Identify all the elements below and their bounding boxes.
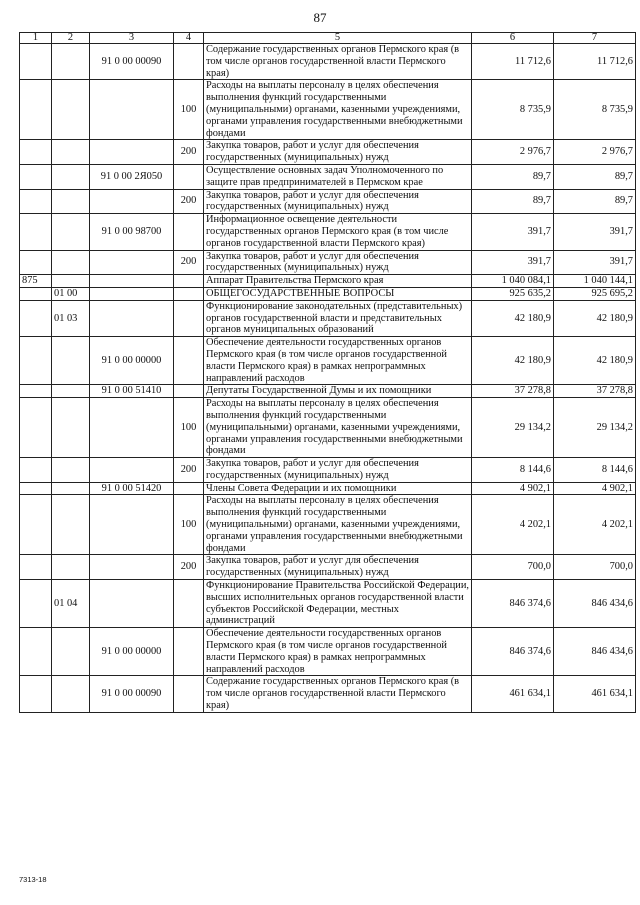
cell-col1 [20,164,52,189]
cell-amount-7: 846 434,6 [554,628,636,676]
cell-code: 91 0 00 2Я050 [90,164,174,189]
cell-code [90,250,174,275]
cell-col1 [20,337,52,385]
cell-code [90,300,174,336]
cell-amount-7: 29 134,2 [554,398,636,458]
cell-code [90,580,174,628]
table-body [20,44,636,713]
cell-amount-6: 1 040 084,1 [472,275,554,288]
cell-type: 200 [174,189,204,214]
cell-col2 [52,482,90,495]
cell-col2 [52,80,90,140]
cell-amount-7: 37 278,8 [554,385,636,398]
cell-amount-6: 29 134,2 [472,398,554,458]
cell-code: 91 0 00 51410 [90,385,174,398]
cell-col2 [52,164,90,189]
cell-amount-6: 391,7 [472,214,554,250]
cell-amount-6: 2 976,7 [472,140,554,165]
col-header-5: 5 [204,33,472,44]
cell-col1 [20,385,52,398]
cell-description: Обеспечение деятельности государственных органов Пермского края (в том числе органов государственной власти Пермского края) в рамках непрограммных направлений расходов [204,337,472,385]
cell-type: 200 [174,140,204,165]
cell-amount-6: 89,7 [472,189,554,214]
table-row [20,44,636,80]
cell-col1 [20,214,52,250]
cell-description: Депутаты Государственной Думы и их помощники [204,385,472,398]
cell-amount-7: 8 735,9 [554,80,636,140]
cell-col2 [52,250,90,275]
cell-type [174,337,204,385]
table-row [20,398,636,458]
cell-amount-6: 391,7 [472,250,554,275]
cell-code: 91 0 00 51420 [90,482,174,495]
cell-description: Содержание государственных органов Пермского края (в том числе органов государственной власти Пермского края) [204,676,472,712]
cell-description: Осуществление основных задач Уполномоченного по защите прав предпринимателей в Пермском крае [204,164,472,189]
cell-col2: 01 03 [52,300,90,336]
cell-amount-6: 8 144,6 [472,458,554,483]
cell-amount-7: 2 976,7 [554,140,636,165]
cell-description: Обеспечение деятельности государственных органов Пермского края (в том числе органов государственной власти Пермского края) в рамках непрограммных направлений расходов [204,628,472,676]
cell-code [90,287,174,300]
cell-type [174,580,204,628]
cell-amount-7: 925 695,2 [554,287,636,300]
table-row [20,676,636,712]
cell-amount-7: 89,7 [554,189,636,214]
cell-description: Расходы на выплаты персоналу в целях обеспечения выполнения функций государственными (муниципальными) органами, казенными учреждениями, органами управления государственными внебюджетными фондами [204,80,472,140]
table-row [20,250,636,275]
table-row [20,580,636,628]
cell-amount-6: 42 180,9 [472,337,554,385]
cell-code [90,495,174,555]
cell-col2: 01 00 [52,287,90,300]
cell-col1 [20,580,52,628]
cell-code: 91 0 00 00000 [90,337,174,385]
cell-amount-7: 4 902,1 [554,482,636,495]
cell-col2 [52,458,90,483]
cell-code [90,398,174,458]
cell-amount-7: 700,0 [554,555,636,580]
col-header-6: 6 [472,33,554,44]
cell-type: 200 [174,250,204,275]
cell-type: 200 [174,458,204,483]
budget-table [19,32,636,713]
cell-amount-7: 4 202,1 [554,495,636,555]
cell-col2 [52,398,90,458]
table-row [20,482,636,495]
cell-description: Расходы на выплаты персоналу в целях обеспечения выполнения функций государственными (муниципальными) органами, казенными учреждениями, органами управления государственными внебюджетными фондами [204,495,472,555]
cell-type [174,300,204,336]
cell-amount-7: 42 180,9 [554,300,636,336]
cell-col2 [52,44,90,80]
cell-amount-7: 1 040 144,1 [554,275,636,288]
cell-col1 [20,80,52,140]
table-row [20,275,636,288]
cell-col2 [52,495,90,555]
cell-code: 91 0 00 00090 [90,676,174,712]
table-row [20,385,636,398]
cell-col2 [52,275,90,288]
cell-description: Закупка товаров, работ и услуг для обеспечения государственных (муниципальных) нужд [204,189,472,214]
col-header-2: 2 [52,33,90,44]
col-header-7: 7 [554,33,636,44]
cell-code [90,80,174,140]
cell-col1: 875 [20,275,52,288]
cell-description: Функционирование Правительства Российской Федерации, высших исполнительных органов государственной власти субъектов Российской Федерации, местных администраций [204,580,472,628]
table-row [20,164,636,189]
cell-amount-7: 391,7 [554,250,636,275]
table-row [20,214,636,250]
cell-type: 100 [174,80,204,140]
cell-description: Аппарат Правительства Пермского края [204,275,472,288]
cell-description: Расходы на выплаты персоналу в целях обеспечения выполнения функций государственными (муниципальными) органами, казенными учреждениями, органами управления государственными внебюджетными фондами [204,398,472,458]
cell-col2 [52,140,90,165]
cell-code: 91 0 00 98700 [90,214,174,250]
cell-type [174,287,204,300]
cell-amount-7: 89,7 [554,164,636,189]
cell-amount-6: 846 374,6 [472,628,554,676]
cell-amount-6: 700,0 [472,555,554,580]
cell-amount-6: 11 712,6 [472,44,554,80]
cell-description: Закупка товаров, работ и услуг для обеспечения государственных (муниципальных) нужд [204,458,472,483]
cell-col1 [20,458,52,483]
cell-col1 [20,495,52,555]
col-header-4: 4 [174,33,204,44]
cell-type [174,676,204,712]
cell-type [174,164,204,189]
cell-description: Закупка товаров, работ и услуг для обеспечения государственных (муниципальных) нужд [204,140,472,165]
cell-col1 [20,140,52,165]
cell-col1 [20,44,52,80]
cell-code [90,458,174,483]
table-row [20,80,636,140]
cell-type [174,628,204,676]
cell-type [174,44,204,80]
table-row [20,287,636,300]
table-row [20,458,636,483]
header-row [20,33,636,44]
cell-col1 [20,555,52,580]
cell-code [90,275,174,288]
cell-type [174,214,204,250]
cell-col2 [52,189,90,214]
cell-amount-7: 461 634,1 [554,676,636,712]
table-row [20,555,636,580]
cell-col1 [20,482,52,495]
cell-description: Содержание государственных органов Пермского края (в том числе органов государственной власти Пермского края) [204,44,472,80]
table-row [20,628,636,676]
cell-col1 [20,300,52,336]
table-row [20,495,636,555]
cell-amount-6: 42 180,9 [472,300,554,336]
cell-amount-6: 8 735,9 [472,80,554,140]
cell-code: 91 0 00 00000 [90,628,174,676]
cell-col2: 01 04 [52,580,90,628]
cell-amount-7: 846 434,6 [554,580,636,628]
cell-amount-6: 4 902,1 [472,482,554,495]
cell-amount-6: 925 635,2 [472,287,554,300]
cell-type: 100 [174,398,204,458]
cell-amount-6: 4 202,1 [472,495,554,555]
table-row [20,189,636,214]
cell-col2 [52,628,90,676]
cell-col1 [20,250,52,275]
cell-col2 [52,337,90,385]
cell-col1 [20,628,52,676]
cell-amount-6: 461 634,1 [472,676,554,712]
cell-amount-6: 846 374,6 [472,580,554,628]
cell-description: Члены Совета Федерации и их помощники [204,482,472,495]
cell-type [174,385,204,398]
cell-amount-7: 8 144,6 [554,458,636,483]
cell-code [90,189,174,214]
cell-col2 [52,555,90,580]
cell-description: Закупка товаров, работ и услуг для обеспечения государственных (муниципальных) нужд [204,250,472,275]
cell-code [90,555,174,580]
cell-col2 [52,214,90,250]
cell-col2 [52,385,90,398]
table-row [20,337,636,385]
cell-type: 200 [174,555,204,580]
table-row [20,300,636,336]
cell-code [90,140,174,165]
cell-amount-6: 37 278,8 [472,385,554,398]
cell-type [174,275,204,288]
cell-col1 [20,189,52,214]
cell-type: 100 [174,495,204,555]
cell-col1 [20,676,52,712]
cell-amount-7: 11 712,6 [554,44,636,80]
cell-description: Закупка товаров, работ и услуг для обеспечения государственных (муниципальных) нужд [204,555,472,580]
cell-amount-7: 42 180,9 [554,337,636,385]
cell-type [174,482,204,495]
cell-description: ОБЩЕГОСУДАРСТВЕННЫЕ ВОПРОСЫ [204,287,472,300]
col-header-1: 1 [20,33,52,44]
cell-col1 [20,398,52,458]
table-row [20,140,636,165]
cell-amount-7: 391,7 [554,214,636,250]
cell-col2 [52,676,90,712]
cell-description: Функционирование законодательных (представительных) органов государственной власти и представительных органов муниципальных образований [204,300,472,336]
cell-amount-6: 89,7 [472,164,554,189]
cell-col1 [20,287,52,300]
cell-code: 91 0 00 00090 [90,44,174,80]
cell-description: Информационное освещение деятельности государственных органов Пермского края (в том числе органов государственной власти Пермского края) [204,214,472,250]
page-number: 87 [313,10,327,25]
footer-code: 7313-18 [19,875,47,884]
col-header-3: 3 [90,33,174,44]
